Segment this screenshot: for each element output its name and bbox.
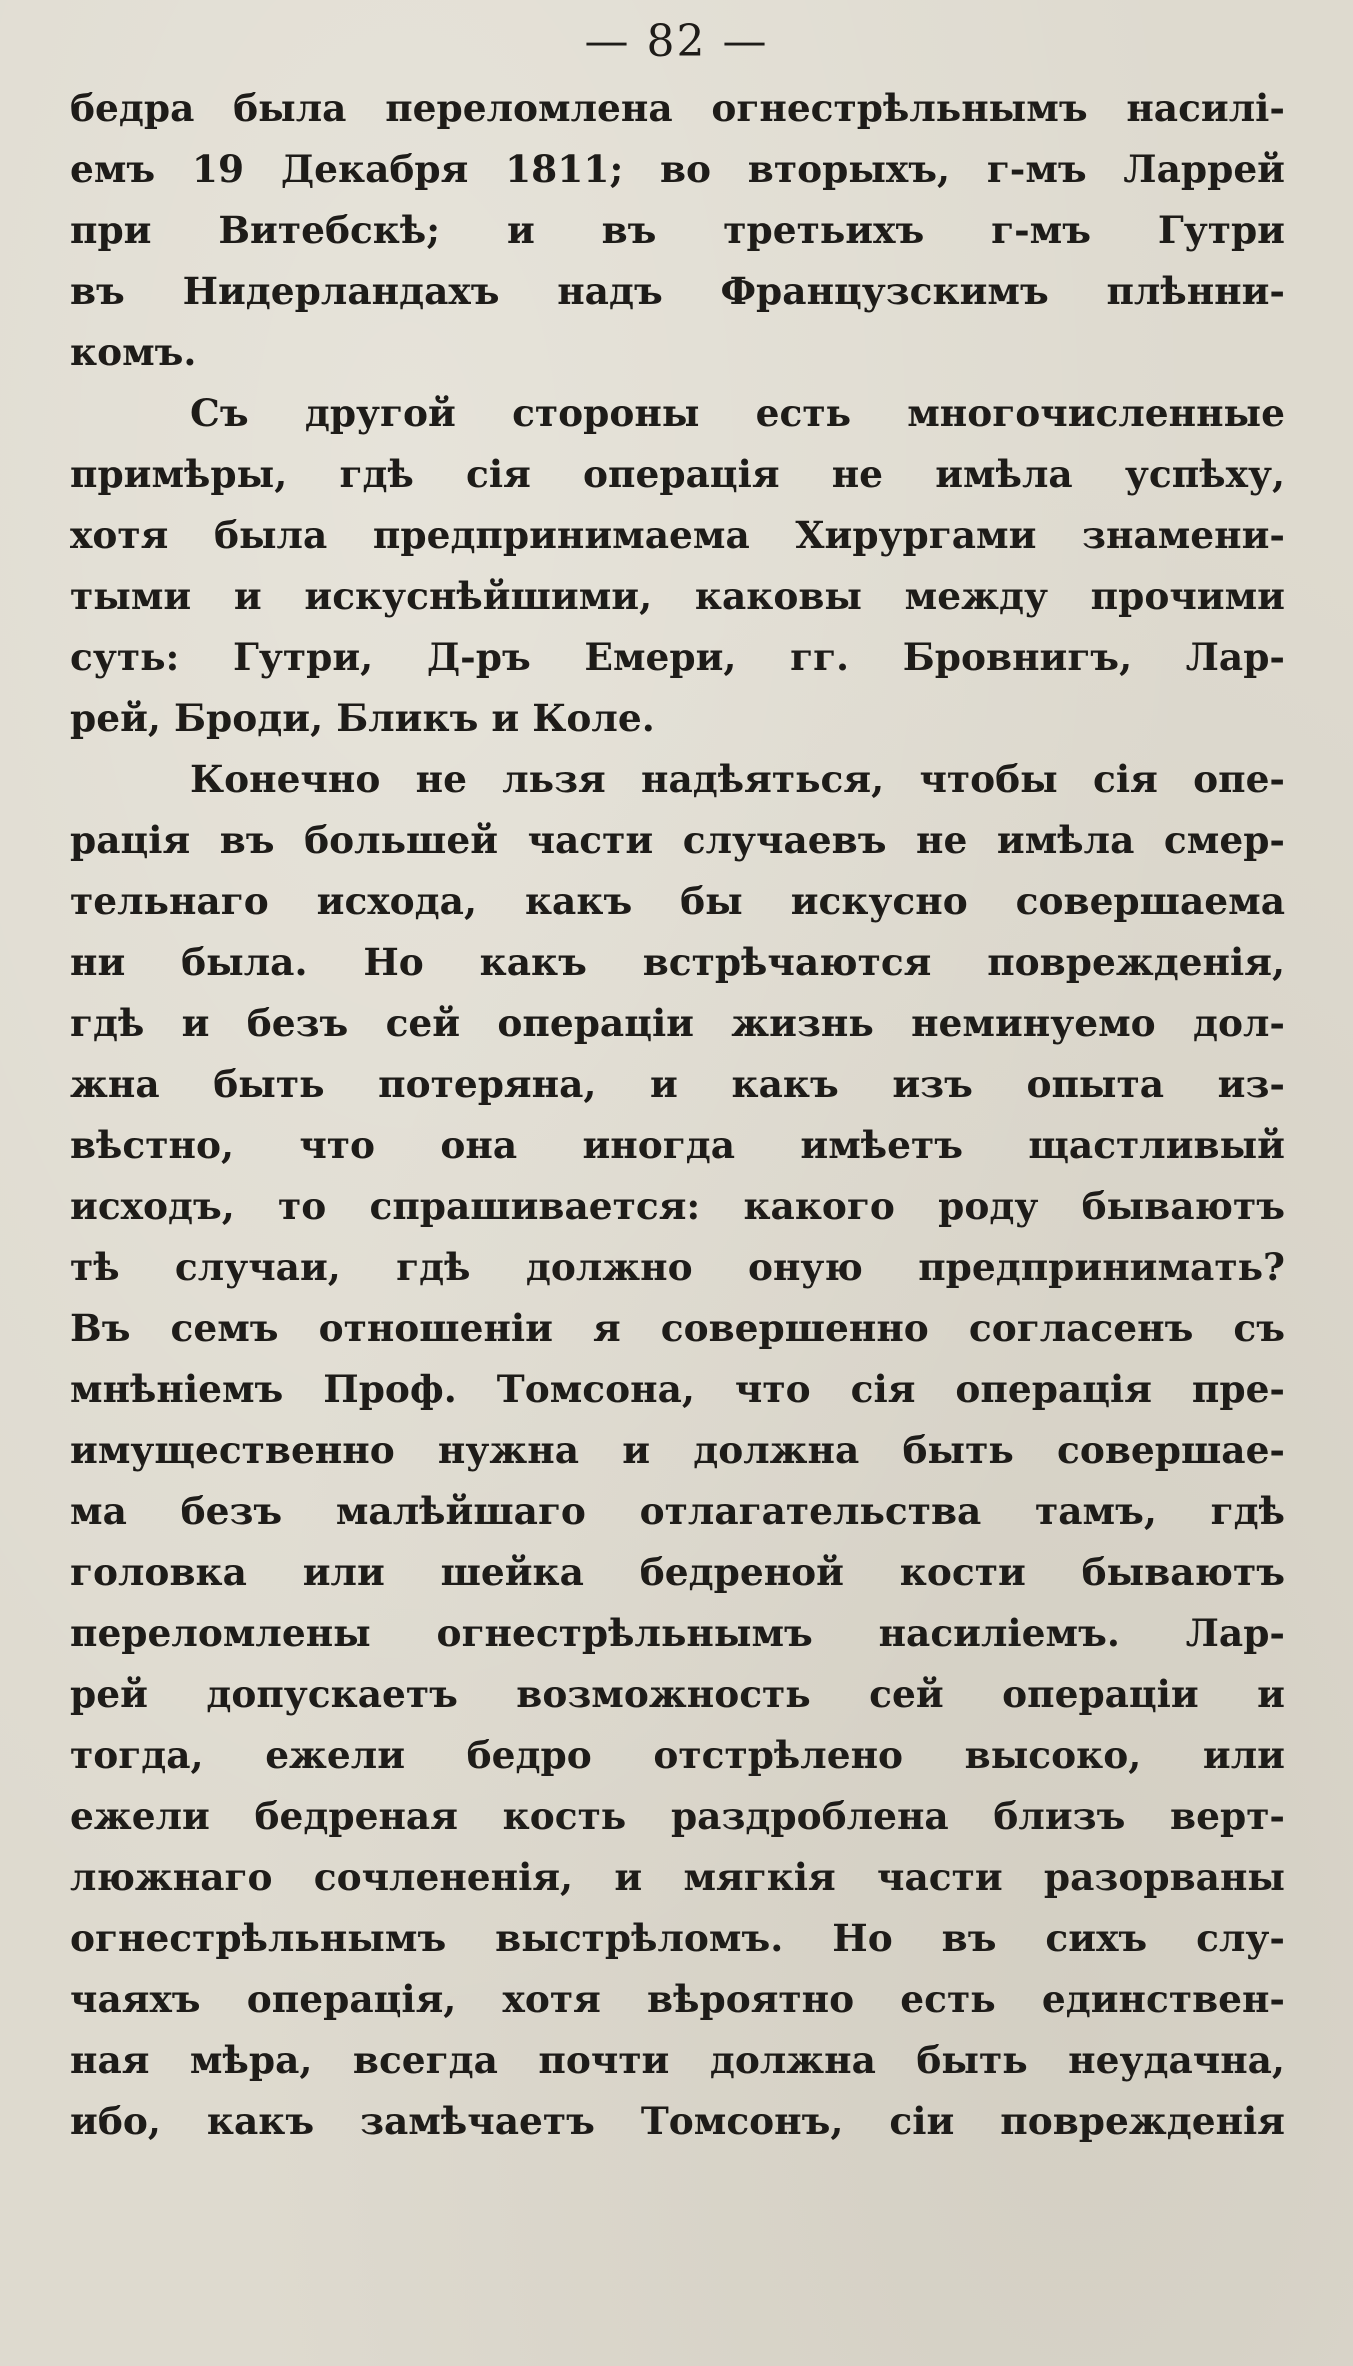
- text-line: исходъ, то спрашивается: какого роду бываютъ: [70, 1184, 1285, 1228]
- page-number: — 82 —: [584, 16, 769, 67]
- text-line: вѣстно, что она иногда имѣетъ щастливый: [70, 1123, 1285, 1167]
- text-line: тыми и искуснѣйшими, каковы между прочими: [70, 574, 1285, 618]
- text-line: имущественно нужна и должна быть совершае-: [70, 1428, 1285, 1472]
- text-line: гдѣ и безъ сей операціи жизнь неминуемо дол-: [70, 1001, 1285, 1045]
- text-line: огнестрѣльнымъ выстрѣломъ. Но въ сихъ слу-: [70, 1916, 1285, 1960]
- text-line: бедра была переломлена огнестрѣльнымъ насилі-: [70, 86, 1285, 130]
- text-line: ная мѣра, всегда почти должна быть неудачна,: [70, 2038, 1285, 2082]
- text-line: головка или шейка бедреной кости бываютъ: [70, 1550, 1285, 1594]
- text-line: Въ семъ отношеніи я совершенно согласенъ съ: [70, 1306, 1285, 1350]
- text-line: примѣры, гдѣ сія операція не имѣла успѣху,: [70, 452, 1285, 496]
- text-line: ибо, какъ замѣчаетъ Томсонъ, сіи поврежденія: [70, 2099, 1285, 2143]
- text-line: Конечно не льзя надѣяться, чтобы сія опе-: [190, 757, 1285, 801]
- text-line: рей допускаетъ возможность сей операціи и: [70, 1672, 1285, 1716]
- text-line: ма безъ малѣйшаго отлагательства тамъ, гдѣ: [70, 1489, 1285, 1533]
- text-line: мнѣніемъ Проф. Томсона, что сія операція пре-: [70, 1367, 1285, 1411]
- text-line: ежели бедреная кость раздроблена близъ верт-: [70, 1794, 1285, 1838]
- body-text: [70, 78, 1285, 2152]
- text-line: тельнаго исхода, какъ бы искусно совершаема: [70, 879, 1285, 923]
- text-line: суть: Гутри, Д-ръ Емери, гг. Бровнигъ, Лар-: [70, 635, 1285, 679]
- text-line: тѣ случаи, гдѣ должно оную предпринимать?: [70, 1245, 1285, 1289]
- text-line: въ Нидерландахъ надъ Французскимъ плѣнни-: [70, 269, 1285, 313]
- text-line: тогда, ежели бедро отстрѣлено высоко, или: [70, 1733, 1285, 1777]
- text-line: чаяхъ операція, хотя вѣроятно есть единствен-: [70, 1977, 1285, 2021]
- text-line: люжнаго сочлененія, и мягкія части разорваны: [70, 1855, 1285, 1899]
- text-line: рей, Броди, Бликъ и Коле.: [70, 696, 655, 740]
- text-line: Съ другой стороны есть многочисленные: [190, 391, 1285, 435]
- text-line: рація въ большей части случаевъ не имѣла смер-: [70, 818, 1285, 862]
- text-line: хотя была предпринимаема Хирургами знамени-: [70, 513, 1285, 557]
- text-line: переломлены огнестрѣльнымъ насиліемъ. Лар-: [70, 1611, 1285, 1655]
- text-line: жна быть потеряна, и какъ изъ опыта из-: [70, 1062, 1285, 1106]
- text-line: при Витебскѣ; и въ третьихъ г-мъ Гутри: [70, 208, 1285, 252]
- text-line: емъ 19 Декабря 1811; во вторыхъ, г-мъ Ларрей: [70, 147, 1285, 191]
- text-line: ни была. Но какъ встрѣчаются поврежденія,: [70, 940, 1285, 984]
- text-line: комъ.: [70, 330, 197, 374]
